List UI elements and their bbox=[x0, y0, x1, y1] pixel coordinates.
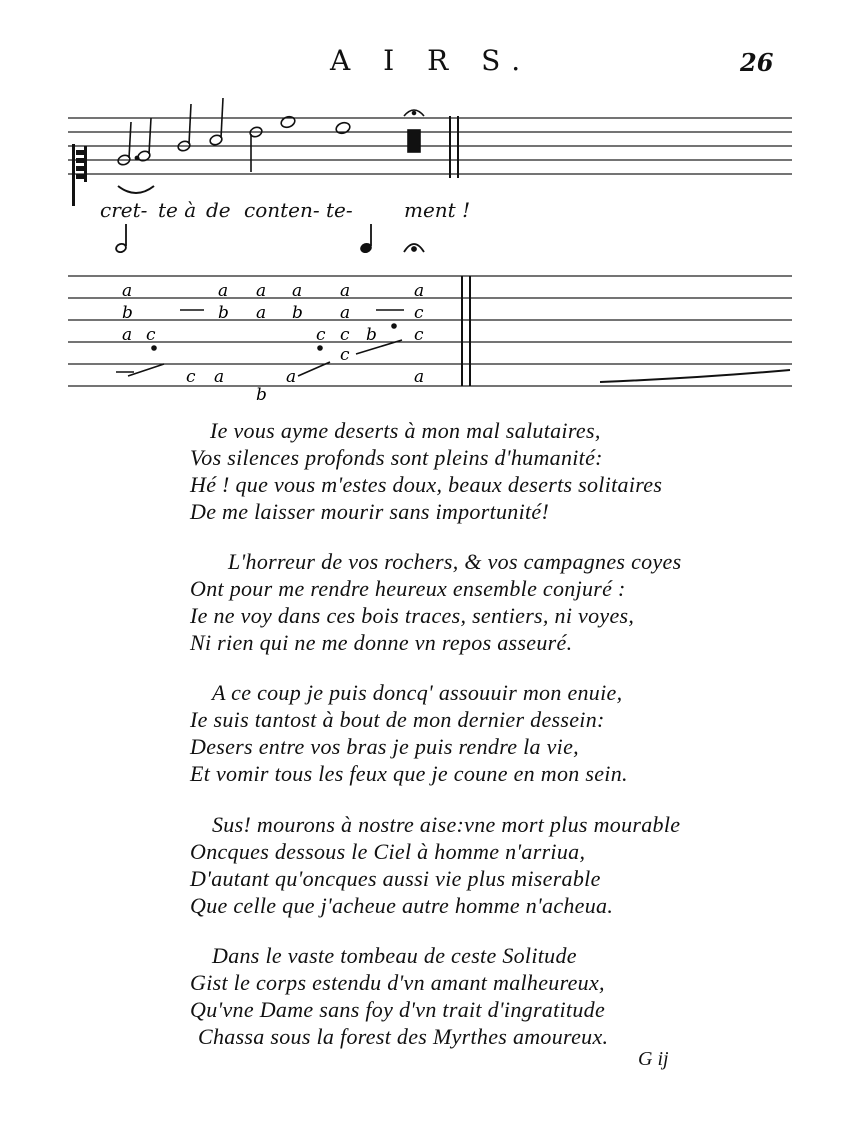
tablature-lines bbox=[68, 276, 792, 386]
tab-letter: c bbox=[414, 325, 424, 345]
lyric-syllable: te- bbox=[326, 198, 353, 222]
verse-line: Gist le corps estendu d'vn amant malheureux, bbox=[190, 970, 605, 995]
tab-letter: c bbox=[186, 367, 196, 387]
tab-letter: c bbox=[316, 325, 326, 345]
tablature-course-4 bbox=[340, 345, 350, 365]
tab-letter: b bbox=[292, 303, 303, 323]
verse-line: Dans le vaste tombeau de ceste Solitude bbox=[212, 943, 577, 968]
c-clef-icon bbox=[72, 144, 87, 206]
whole-note-icon bbox=[280, 115, 297, 129]
tab-letter: c bbox=[414, 303, 424, 323]
tab-letter: a bbox=[286, 367, 297, 387]
tab-letter: b bbox=[122, 303, 133, 323]
tab-letter: a bbox=[340, 281, 351, 301]
lyric-syllable: de bbox=[206, 198, 231, 222]
verse-line: D'autant qu'oncques aussi vie plus miserable bbox=[190, 866, 601, 891]
signature-mark: G ij bbox=[638, 1048, 669, 1070]
tab-letter: b bbox=[366, 325, 377, 345]
rhythm-signs bbox=[115, 224, 424, 253]
verse-line: Desers entre vos bras je puis rendre la vie, bbox=[190, 734, 579, 759]
tab-letter: a bbox=[256, 303, 267, 323]
half-note-icon bbox=[177, 104, 191, 152]
page-number: 26 bbox=[740, 48, 774, 77]
tab-letter: a bbox=[122, 281, 133, 301]
verse-line: Ni rien qui ne me donne vn repos asseuré. bbox=[190, 630, 573, 655]
tab-letter: b bbox=[218, 303, 229, 323]
tablature-course-5 bbox=[186, 367, 424, 387]
tab-letter: c bbox=[146, 325, 156, 345]
verse-line: Que celle que j'acheue autre homme n'acheua. bbox=[190, 893, 614, 918]
half-note-icon bbox=[137, 118, 151, 162]
tab-letter: a bbox=[340, 303, 351, 323]
verse-line: L'horreur de vos rochers, & vos campagnes coyes bbox=[228, 549, 682, 574]
quarter-note-icon bbox=[360, 224, 372, 253]
whole-note-icon bbox=[335, 121, 352, 135]
verse-line: Ie vous ayme deserts à mon mal salutaires, bbox=[210, 418, 601, 443]
verse-line: Et vomir tous les feux que je coune en mon sein. bbox=[190, 761, 628, 786]
half-note-icon bbox=[115, 224, 127, 253]
verse-line: Chassa sous la forest des Myrthes amoureux. bbox=[198, 1024, 609, 1049]
tab-letter: a bbox=[414, 367, 425, 387]
tab-letter: a bbox=[292, 281, 303, 301]
lyric-syllable: cret- bbox=[100, 198, 148, 222]
lyric-syllable: conten- bbox=[244, 198, 320, 222]
tab-letter: c bbox=[340, 345, 350, 365]
tab-letter-below: b bbox=[256, 385, 267, 405]
verse-line: De me laisser mourir sans importunité! bbox=[190, 499, 550, 524]
tab-letter: a bbox=[214, 367, 225, 387]
half-note-icon bbox=[249, 126, 263, 172]
verse-line: Hé ! que vous m'estes doux, beaux deserts solitaires bbox=[190, 472, 663, 497]
verse-line: Oncques dessous le Ciel à homme n'arriua, bbox=[190, 839, 586, 864]
verse-line: Ie ne voy dans ces bois traces, sentiers, ni voyes, bbox=[190, 603, 635, 628]
verse-line: Qu'vne Dame sans foy d'vn trait d'ingratitude bbox=[190, 997, 606, 1022]
staff-lines bbox=[68, 118, 792, 174]
fermata-icon bbox=[404, 244, 424, 252]
lyric-syllable: ment ! bbox=[404, 198, 471, 222]
half-note-icon bbox=[209, 98, 223, 146]
tab-letter: a bbox=[218, 281, 229, 301]
slur-icon bbox=[118, 186, 154, 193]
verse-line: Ie suis tantost à bout de mon dernier dessein: bbox=[190, 707, 605, 732]
staff-notes bbox=[117, 98, 424, 172]
running-title: A I R S. bbox=[330, 44, 533, 77]
double-barline bbox=[450, 116, 458, 178]
tab-letter: a bbox=[256, 281, 267, 301]
verse-line: A ce coup je puis doncq' assouuir mon enuie, bbox=[212, 680, 623, 705]
tab-letter: a bbox=[122, 325, 133, 345]
verse-line: Ont pour me rendre heureux ensemble conjuré : bbox=[190, 576, 626, 601]
tablature-flourish bbox=[600, 370, 790, 382]
verse-line: Vos silences profonds sont pleins d'humanité: bbox=[190, 445, 603, 470]
tab-letter: a bbox=[414, 281, 425, 301]
lyric-syllable: te à bbox=[158, 198, 197, 222]
verse-line: Sus! mourons à nostre aise:vne mort plus mourable bbox=[212, 812, 681, 837]
tablature-barline bbox=[462, 276, 470, 386]
tab-letter: c bbox=[340, 325, 350, 345]
